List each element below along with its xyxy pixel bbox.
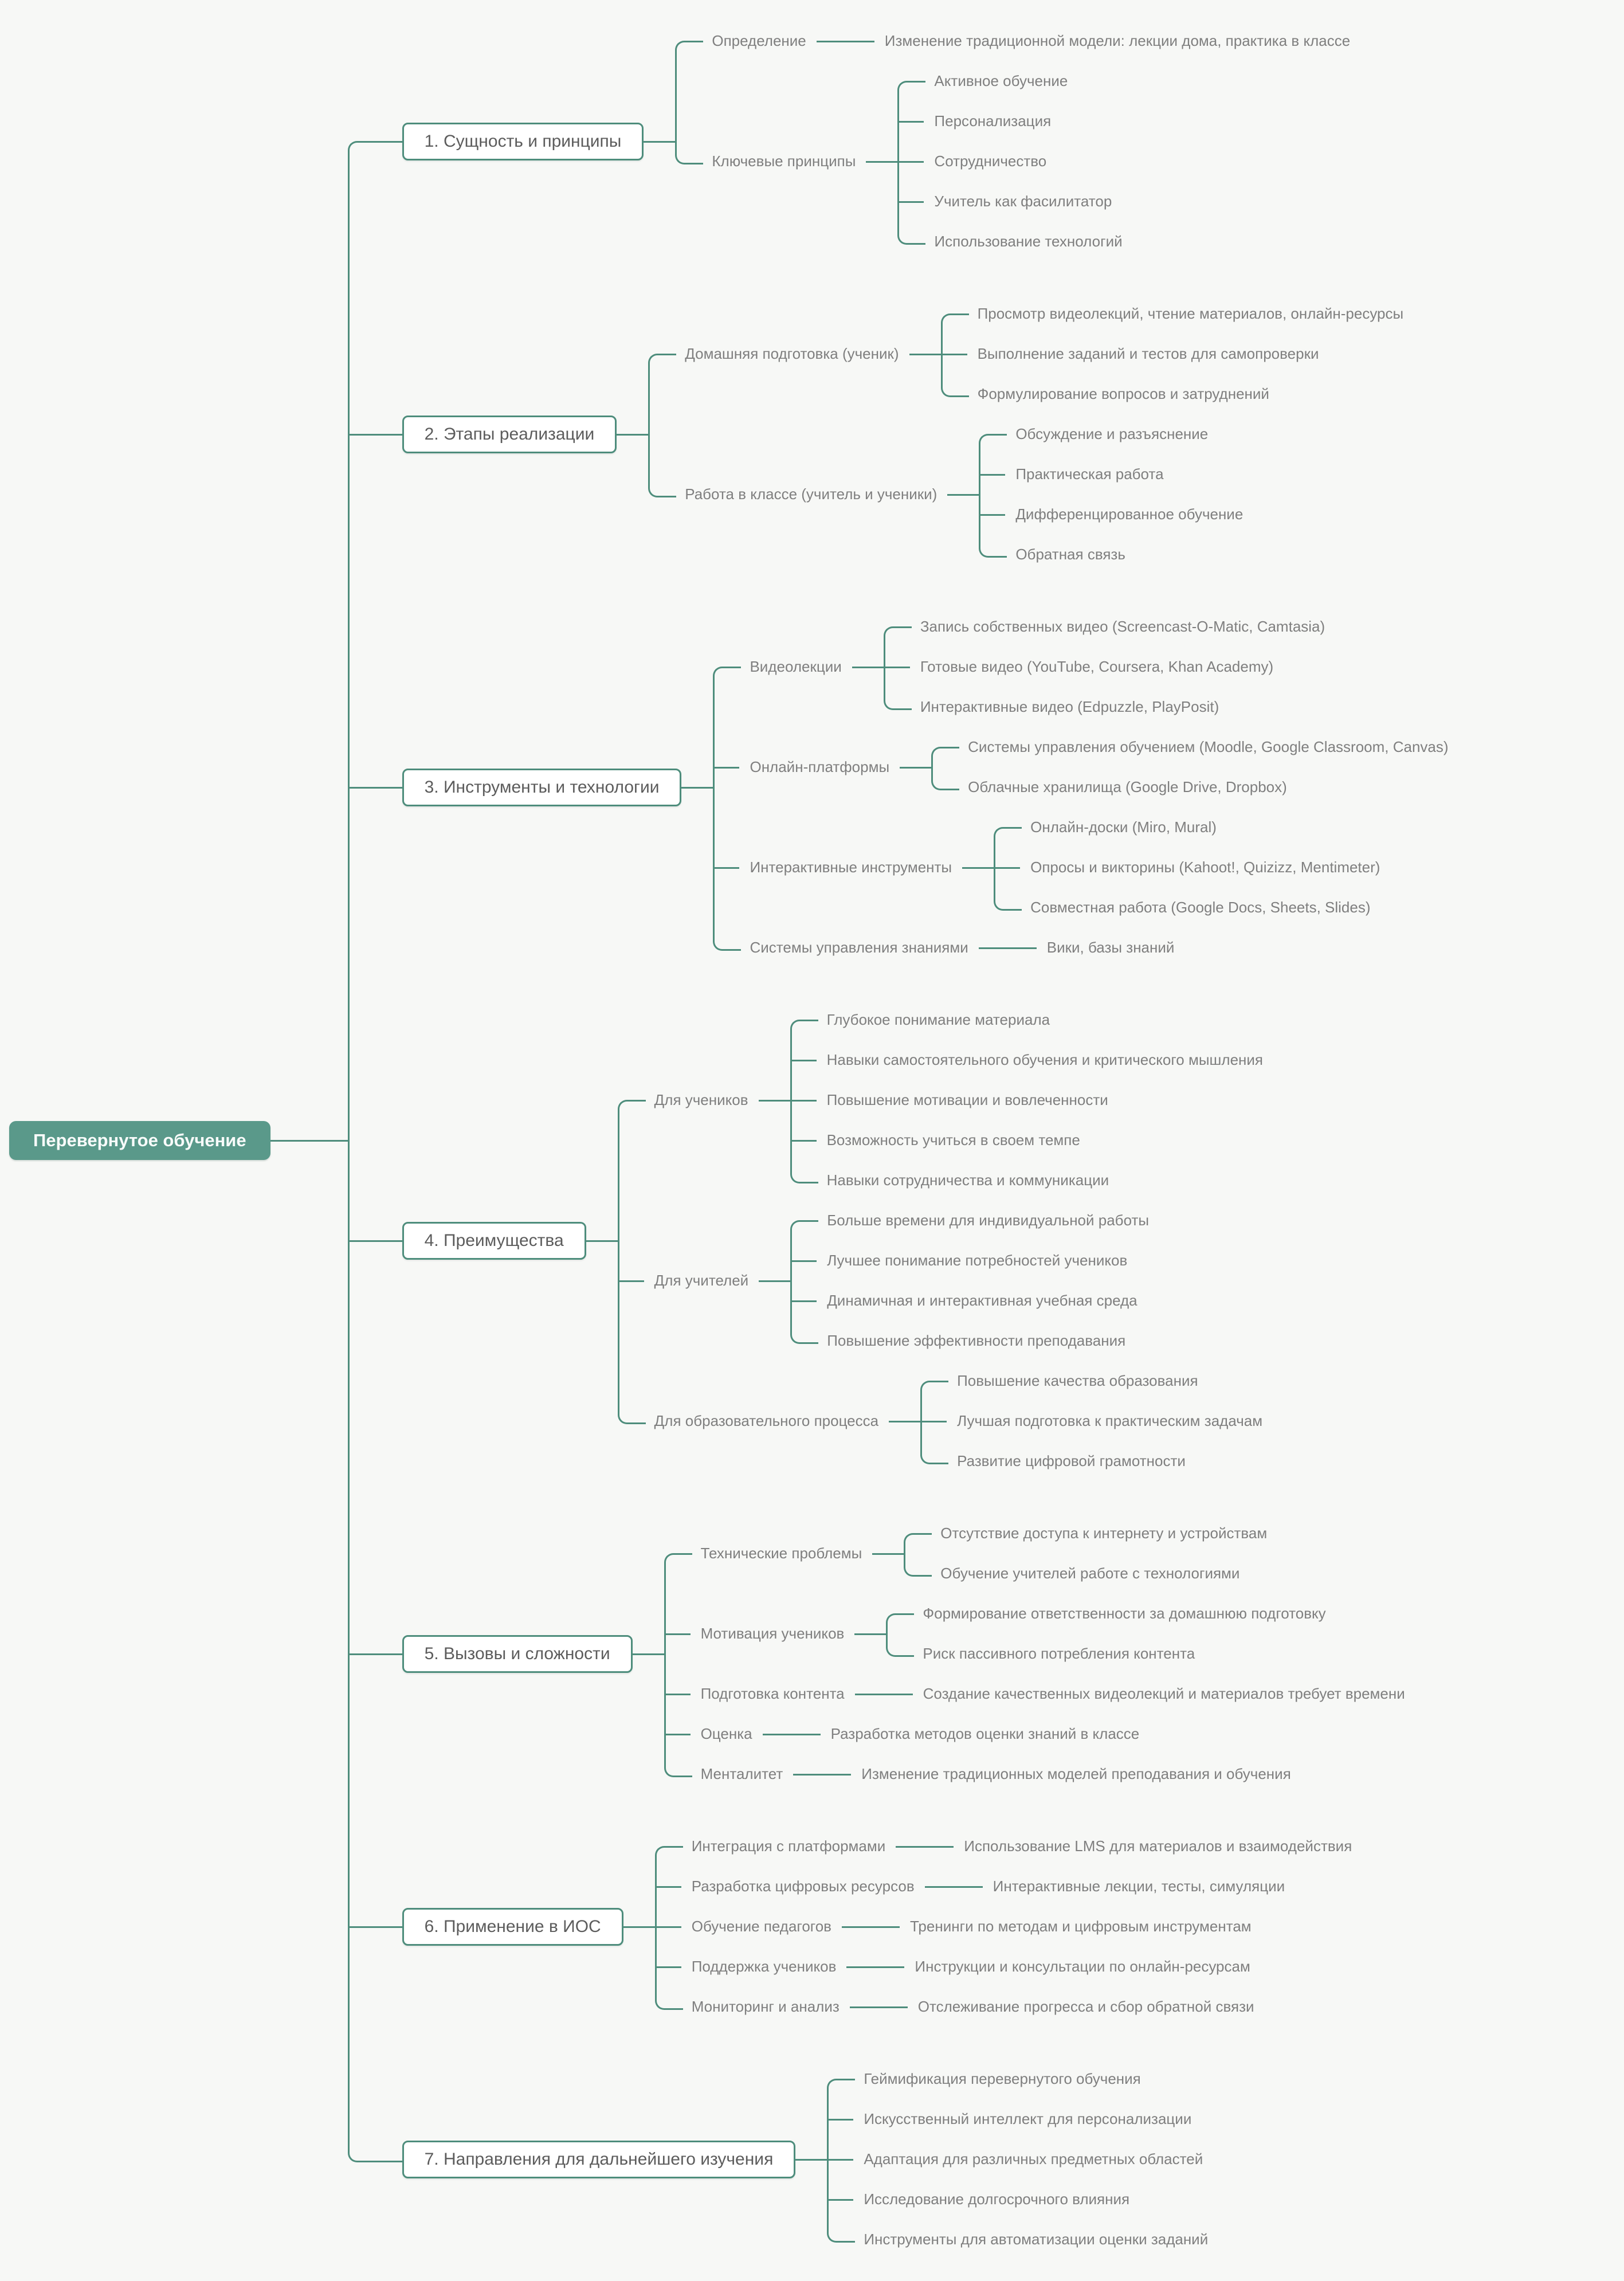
tree-item bbox=[348, 1810, 1459, 2043]
children-column bbox=[675, 21, 1360, 262]
leaf-node[interactable]: Дифференцированное обучение bbox=[1015, 505, 1244, 523]
leaf-node[interactable]: Навыки сотрудничества и коммуникации bbox=[826, 1171, 1109, 1189]
leaf-node[interactable]: Опросы и викторины (Kahoot!, Quizizz, Mentimeter) bbox=[1030, 859, 1380, 876]
leaf-node[interactable]: Сотрудничество bbox=[934, 152, 1047, 170]
subtopic-node[interactable]: Технические проблемы bbox=[700, 1545, 862, 1562]
children-column bbox=[931, 727, 1458, 808]
branch-node-5[interactable]: 5. Вызовы и сложности bbox=[402, 1635, 633, 1673]
subtopic-node[interactable]: Обучение педагогов bbox=[691, 1918, 831, 1935]
leaf-node[interactable]: Практическая работа bbox=[1015, 465, 1164, 483]
tree-item bbox=[618, 1361, 1273, 1482]
subtopic-node[interactable]: Онлайн-платформы bbox=[750, 758, 890, 776]
subtopic-node[interactable]: Ключевые принципы bbox=[712, 152, 856, 170]
subtopic-node[interactable]: Мотивация учеников bbox=[700, 1625, 845, 1643]
leaf-node[interactable]: Онлайн-доски (Miro, Mural) bbox=[1030, 818, 1217, 836]
subtopic-node[interactable]: Поддержка учеников bbox=[691, 1958, 837, 1976]
tree-item bbox=[675, 61, 1360, 262]
leaf-node[interactable]: Системы управления обучением (Moodle, Google Classroom, Canvas) bbox=[968, 738, 1449, 756]
leaf-node[interactable]: Запись собственных видео (Screencast-O-Matic, Camtasia) bbox=[920, 618, 1325, 636]
tree-item bbox=[655, 1987, 1363, 2027]
children-column bbox=[941, 294, 1414, 414]
subtopic-node[interactable]: Интерактивные инструменты bbox=[750, 859, 952, 876]
leaf-node[interactable]: Тренинги по методам и цифровым инструментам bbox=[910, 1918, 1252, 1935]
children-column bbox=[618, 1000, 1273, 1482]
tree-item bbox=[886, 1594, 1336, 1634]
connector-line bbox=[795, 2159, 827, 2161]
children-column bbox=[881, 1987, 1265, 2027]
children-column bbox=[884, 607, 1335, 727]
connector-line bbox=[759, 1100, 790, 1102]
tree-item bbox=[827, 2099, 1218, 2139]
connector-line bbox=[846, 1966, 878, 1968]
tree-item bbox=[827, 2139, 1218, 2180]
leaf-node[interactable]: Интерактивные видео (Edpuzzle, PlayPosit) bbox=[920, 698, 1219, 716]
leaf-node[interactable]: Больше времени для индивидуальной работы bbox=[827, 1212, 1150, 1229]
root-node[interactable]: Перевернутое обучение bbox=[9, 1121, 270, 1159]
leaf-node[interactable]: Готовые видео (YouTube, Coursera, Khan Academy) bbox=[920, 658, 1274, 676]
connector-line bbox=[759, 1280, 790, 1282]
tree-item bbox=[848, 21, 1360, 61]
tree-item bbox=[348, 1498, 1459, 1810]
subtopic-node[interactable]: Домашняя подготовка (ученик) bbox=[685, 345, 899, 363]
tree-item bbox=[713, 808, 1458, 928]
mindmap bbox=[0, 5, 1459, 2276]
tree-item bbox=[348, 2043, 1459, 2276]
tree-item bbox=[920, 1401, 1273, 1441]
leaf-node[interactable]: Инструкции и консультации по онлайн-ресурсам bbox=[915, 1958, 1250, 1976]
subtopic-node[interactable]: Разработка цифровых ресурсов bbox=[691, 1878, 915, 1895]
leaf-node[interactable]: Повышение мотивации и вовлеченности bbox=[826, 1091, 1108, 1109]
branch-node-2[interactable]: 2. Этапы реализации bbox=[402, 416, 617, 453]
leaf-node[interactable]: Глубокое понимание материала bbox=[826, 1011, 1050, 1029]
tree-item bbox=[873, 1907, 1262, 1947]
tree-item bbox=[618, 1000, 1273, 1201]
tree-item bbox=[655, 1827, 1363, 1867]
tree-item bbox=[979, 414, 1253, 454]
tree-item bbox=[648, 414, 1414, 575]
tree-item bbox=[931, 727, 1458, 767]
subtopic-node[interactable]: Определение bbox=[712, 32, 806, 50]
children-column bbox=[897, 61, 1132, 262]
root-connector-line bbox=[270, 1140, 348, 1142]
tree-item bbox=[927, 1827, 1362, 1867]
children-column bbox=[790, 1000, 1273, 1201]
connector-line bbox=[644, 141, 675, 143]
tree-item bbox=[827, 2180, 1218, 2220]
leaf-node[interactable]: Активное обучение bbox=[934, 72, 1068, 90]
tree-item bbox=[664, 1674, 1415, 1714]
connector-line bbox=[947, 494, 979, 496]
tree-item bbox=[790, 1000, 1273, 1040]
connector-line bbox=[817, 41, 848, 42]
leaf-node[interactable]: Интерактивные лекции, тесты, симуляции bbox=[993, 1878, 1285, 1895]
leaf-node[interactable]: Повышение качества образования bbox=[957, 1372, 1198, 1390]
leaf-node[interactable]: Отслеживание прогресса и сбор обратной связи bbox=[917, 1998, 1254, 2016]
connector-line bbox=[909, 354, 941, 355]
subtopic-node[interactable]: Менталитет bbox=[700, 1765, 783, 1783]
connector-line bbox=[623, 1926, 655, 1928]
subtopic-node[interactable]: Видеолекции bbox=[750, 658, 842, 676]
connector-line bbox=[900, 767, 931, 769]
leaf-node[interactable]: Совместная работа (Google Docs, Sheets, Slides) bbox=[1030, 899, 1371, 916]
tree-item bbox=[884, 647, 1335, 687]
leaf-node[interactable]: Формирование ответственности за домашнюю подготовку bbox=[923, 1605, 1326, 1622]
leaf-node[interactable]: Вики, базы знаний bbox=[1046, 939, 1175, 957]
tree-item bbox=[827, 2220, 1218, 2260]
tree-item bbox=[655, 1867, 1363, 1907]
branch-node-1[interactable]: 1. Сущность и принципы bbox=[402, 123, 644, 160]
tree-item bbox=[713, 928, 1458, 968]
tree-item bbox=[713, 607, 1458, 727]
children-column bbox=[994, 808, 1390, 928]
children-column bbox=[648, 294, 1414, 575]
tree-item bbox=[348, 591, 1459, 984]
subtopic-node[interactable]: Для учителей bbox=[654, 1272, 749, 1290]
tree-item bbox=[979, 535, 1253, 575]
subtopic-node[interactable]: Для образовательного процесса bbox=[654, 1412, 879, 1430]
leaf-node[interactable]: Развитие цифровой грамотности bbox=[957, 1452, 1186, 1470]
tree-item bbox=[713, 727, 1458, 808]
connector-line bbox=[962, 867, 994, 869]
tree-item bbox=[904, 1554, 1277, 1594]
subtopic-node[interactable]: Работа в классе (учитель и ученики) bbox=[685, 485, 937, 503]
tree-item bbox=[664, 1754, 1415, 1794]
tree-item bbox=[994, 808, 1390, 848]
subtopic-node[interactable]: Оценка bbox=[700, 1725, 752, 1743]
children-column bbox=[873, 1907, 1262, 1947]
tree-item bbox=[1010, 928, 1185, 968]
tree-item bbox=[664, 1594, 1415, 1674]
children-column bbox=[886, 1674, 1415, 1714]
children-column bbox=[904, 1514, 1277, 1594]
tree-item bbox=[884, 687, 1335, 727]
subtopic-node[interactable]: Системы управления знаниями bbox=[750, 939, 968, 957]
children-column bbox=[827, 2059, 1218, 2260]
children-column bbox=[825, 1754, 1301, 1794]
subtopic-node[interactable]: Интеграция с платформами bbox=[691, 1837, 886, 1855]
children-column bbox=[979, 414, 1253, 575]
connector-line bbox=[842, 1926, 873, 1928]
leaf-node[interactable]: Создание качественных видеолекций и материалов требует времени bbox=[923, 1685, 1405, 1703]
leaf-node[interactable]: Исследование долгосрочного влияния bbox=[864, 2190, 1130, 2208]
leaf-node[interactable]: Лучшая подготовка к практическим задачам bbox=[957, 1412, 1263, 1430]
leaf-node[interactable]: Навыки самостоятельного обучения и критического мышления bbox=[826, 1051, 1263, 1069]
leaf-node[interactable]: Риск пассивного потребления контента bbox=[923, 1645, 1195, 1663]
children-column bbox=[848, 21, 1360, 61]
children-column bbox=[655, 1827, 1363, 2027]
tree-item bbox=[825, 1754, 1301, 1794]
tree-item bbox=[655, 1907, 1363, 1947]
leaf-node[interactable]: Инструменты для автоматизации оценки заданий bbox=[864, 2231, 1209, 2248]
leaf-node[interactable]: Адаптация для различных предметных областей bbox=[864, 2150, 1203, 2168]
tree-item bbox=[827, 2059, 1218, 2099]
tree-item bbox=[790, 1281, 1159, 1321]
tree-item bbox=[941, 294, 1414, 334]
children-column bbox=[886, 1594, 1336, 1674]
leaf-node[interactable]: Обучение учителей работе с технологиями bbox=[940, 1565, 1240, 1582]
tree-item bbox=[794, 1714, 1150, 1754]
tree-item bbox=[348, 5, 1459, 278]
children-column bbox=[713, 607, 1458, 968]
tree-item bbox=[931, 767, 1458, 808]
tree-item bbox=[790, 1241, 1159, 1281]
connector-line bbox=[763, 1734, 794, 1735]
tree-item bbox=[920, 1441, 1273, 1482]
tree-item bbox=[790, 1040, 1273, 1080]
tree-item bbox=[920, 1361, 1273, 1401]
connector-line bbox=[586, 1240, 618, 1242]
tree-item bbox=[648, 294, 1414, 414]
branch-node-4[interactable]: 4. Преимущества bbox=[402, 1222, 586, 1260]
subtopic-node[interactable]: Подготовка контента bbox=[700, 1685, 845, 1703]
tree-item bbox=[897, 182, 1132, 222]
tree-item bbox=[664, 1714, 1415, 1754]
leaf-node[interactable]: Отсутствие доступа к интернету и устройствам bbox=[940, 1524, 1268, 1542]
children-column bbox=[920, 1361, 1273, 1482]
tree-item bbox=[348, 984, 1459, 1498]
tree-item bbox=[994, 888, 1390, 928]
children-column bbox=[878, 1947, 1260, 1987]
connector-line bbox=[793, 1774, 825, 1776]
leaf-node[interactable]: Учитель как фасилитатор bbox=[934, 193, 1112, 210]
leaf-node[interactable]: Обратная связь bbox=[1015, 546, 1125, 563]
leaf-node[interactable]: Обсуждение и разъяснение bbox=[1015, 425, 1209, 443]
children-column bbox=[790, 1201, 1159, 1361]
leaf-node[interactable]: Изменение традиционных моделей преподавания и обучения bbox=[861, 1765, 1291, 1783]
children-column bbox=[794, 1714, 1150, 1754]
leaf-node[interactable]: Выполнение заданий и тестов для самопроверки bbox=[977, 345, 1319, 363]
connector-line bbox=[855, 1694, 886, 1695]
tree-item bbox=[348, 278, 1459, 591]
leaf-node[interactable]: Просмотр видеолекций, чтение материалов, онлайн-ресурсы bbox=[977, 305, 1404, 323]
tree-item bbox=[790, 1080, 1273, 1120]
connector-line bbox=[850, 2006, 881, 2008]
leaf-node[interactable]: Формулирование вопросов и затруднений bbox=[977, 385, 1269, 403]
branch-node-7[interactable]: 7. Направления для дальнейшего изучения bbox=[402, 2141, 796, 2178]
tree-item bbox=[790, 1161, 1273, 1201]
tree-item bbox=[941, 334, 1414, 374]
connector-line bbox=[852, 667, 884, 668]
tree-item bbox=[790, 1120, 1273, 1161]
tree-item bbox=[675, 21, 1360, 61]
connector-line bbox=[925, 1886, 956, 1888]
children-column bbox=[1010, 928, 1185, 968]
leaf-node[interactable]: Геймификация перевернутого обучения bbox=[864, 2070, 1141, 2088]
leaf-node[interactable]: Изменение традиционной модели: лекции дома, практика в классе bbox=[884, 32, 1351, 50]
tree-item bbox=[979, 495, 1253, 535]
tree-item bbox=[618, 1201, 1273, 1361]
children-column bbox=[956, 1867, 1296, 1907]
connector-line bbox=[896, 1846, 927, 1848]
tree-item bbox=[790, 1201, 1159, 1241]
tree-item bbox=[897, 142, 1132, 182]
leaf-node[interactable]: Возможность учиться в своем темпе bbox=[826, 1131, 1080, 1149]
connector-line bbox=[617, 434, 648, 436]
leaf-node[interactable]: Искусственный интеллект для персонализации bbox=[864, 2110, 1192, 2128]
tree-item bbox=[897, 101, 1132, 142]
tree-item bbox=[904, 1514, 1277, 1554]
leaf-node[interactable]: Лучшее понимание потребностей учеников bbox=[827, 1252, 1128, 1269]
tree-item bbox=[956, 1867, 1296, 1907]
tree-item bbox=[881, 1987, 1265, 2027]
leaf-node[interactable]: Использование LMS для материалов и взаимодействия bbox=[964, 1837, 1352, 1855]
leaf-node[interactable]: Разработка методов оценки знаний в классе bbox=[830, 1725, 1140, 1743]
branches-column bbox=[348, 5, 1459, 2276]
tree-item bbox=[994, 848, 1390, 888]
connector-line bbox=[866, 161, 897, 163]
branch-node-6[interactable]: 6. Применение в ИОС bbox=[402, 1908, 623, 1946]
connector-line bbox=[872, 1553, 904, 1555]
subtopic-node[interactable]: Для учеников bbox=[654, 1091, 748, 1109]
subtopic-node[interactable]: Мониторинг и анализ bbox=[691, 1998, 840, 2016]
children-column bbox=[664, 1514, 1415, 1794]
leaf-node[interactable]: Персонализация bbox=[934, 112, 1052, 130]
connector-line bbox=[979, 947, 1010, 949]
tree-item bbox=[941, 374, 1414, 414]
children-column bbox=[927, 1827, 1362, 1867]
leaf-node[interactable]: Динамичная и интерактивная учебная среда bbox=[827, 1292, 1137, 1310]
connector-line bbox=[633, 1653, 664, 1655]
tree-item bbox=[878, 1947, 1260, 1987]
tree-item bbox=[884, 607, 1335, 647]
tree-item bbox=[886, 1634, 1336, 1674]
leaf-node[interactable]: Повышение эффективности преподавания bbox=[827, 1332, 1126, 1350]
tree-item bbox=[886, 1674, 1415, 1714]
tree-item bbox=[664, 1514, 1415, 1594]
tree-item bbox=[897, 61, 1132, 101]
connector-line bbox=[681, 787, 713, 789]
connector-line bbox=[889, 1421, 920, 1422]
tree-item bbox=[790, 1321, 1159, 1361]
tree-item bbox=[979, 454, 1253, 495]
branch-node-3[interactable]: 3. Инструменты и технологии bbox=[402, 769, 682, 806]
leaf-node[interactable]: Использование технологий bbox=[934, 233, 1123, 250]
leaf-node[interactable]: Облачные хранилища (Google Drive, Dropbox) bbox=[968, 778, 1287, 796]
tree-item bbox=[655, 1947, 1363, 1987]
tree-item bbox=[897, 222, 1132, 262]
connector-line bbox=[854, 1633, 886, 1635]
